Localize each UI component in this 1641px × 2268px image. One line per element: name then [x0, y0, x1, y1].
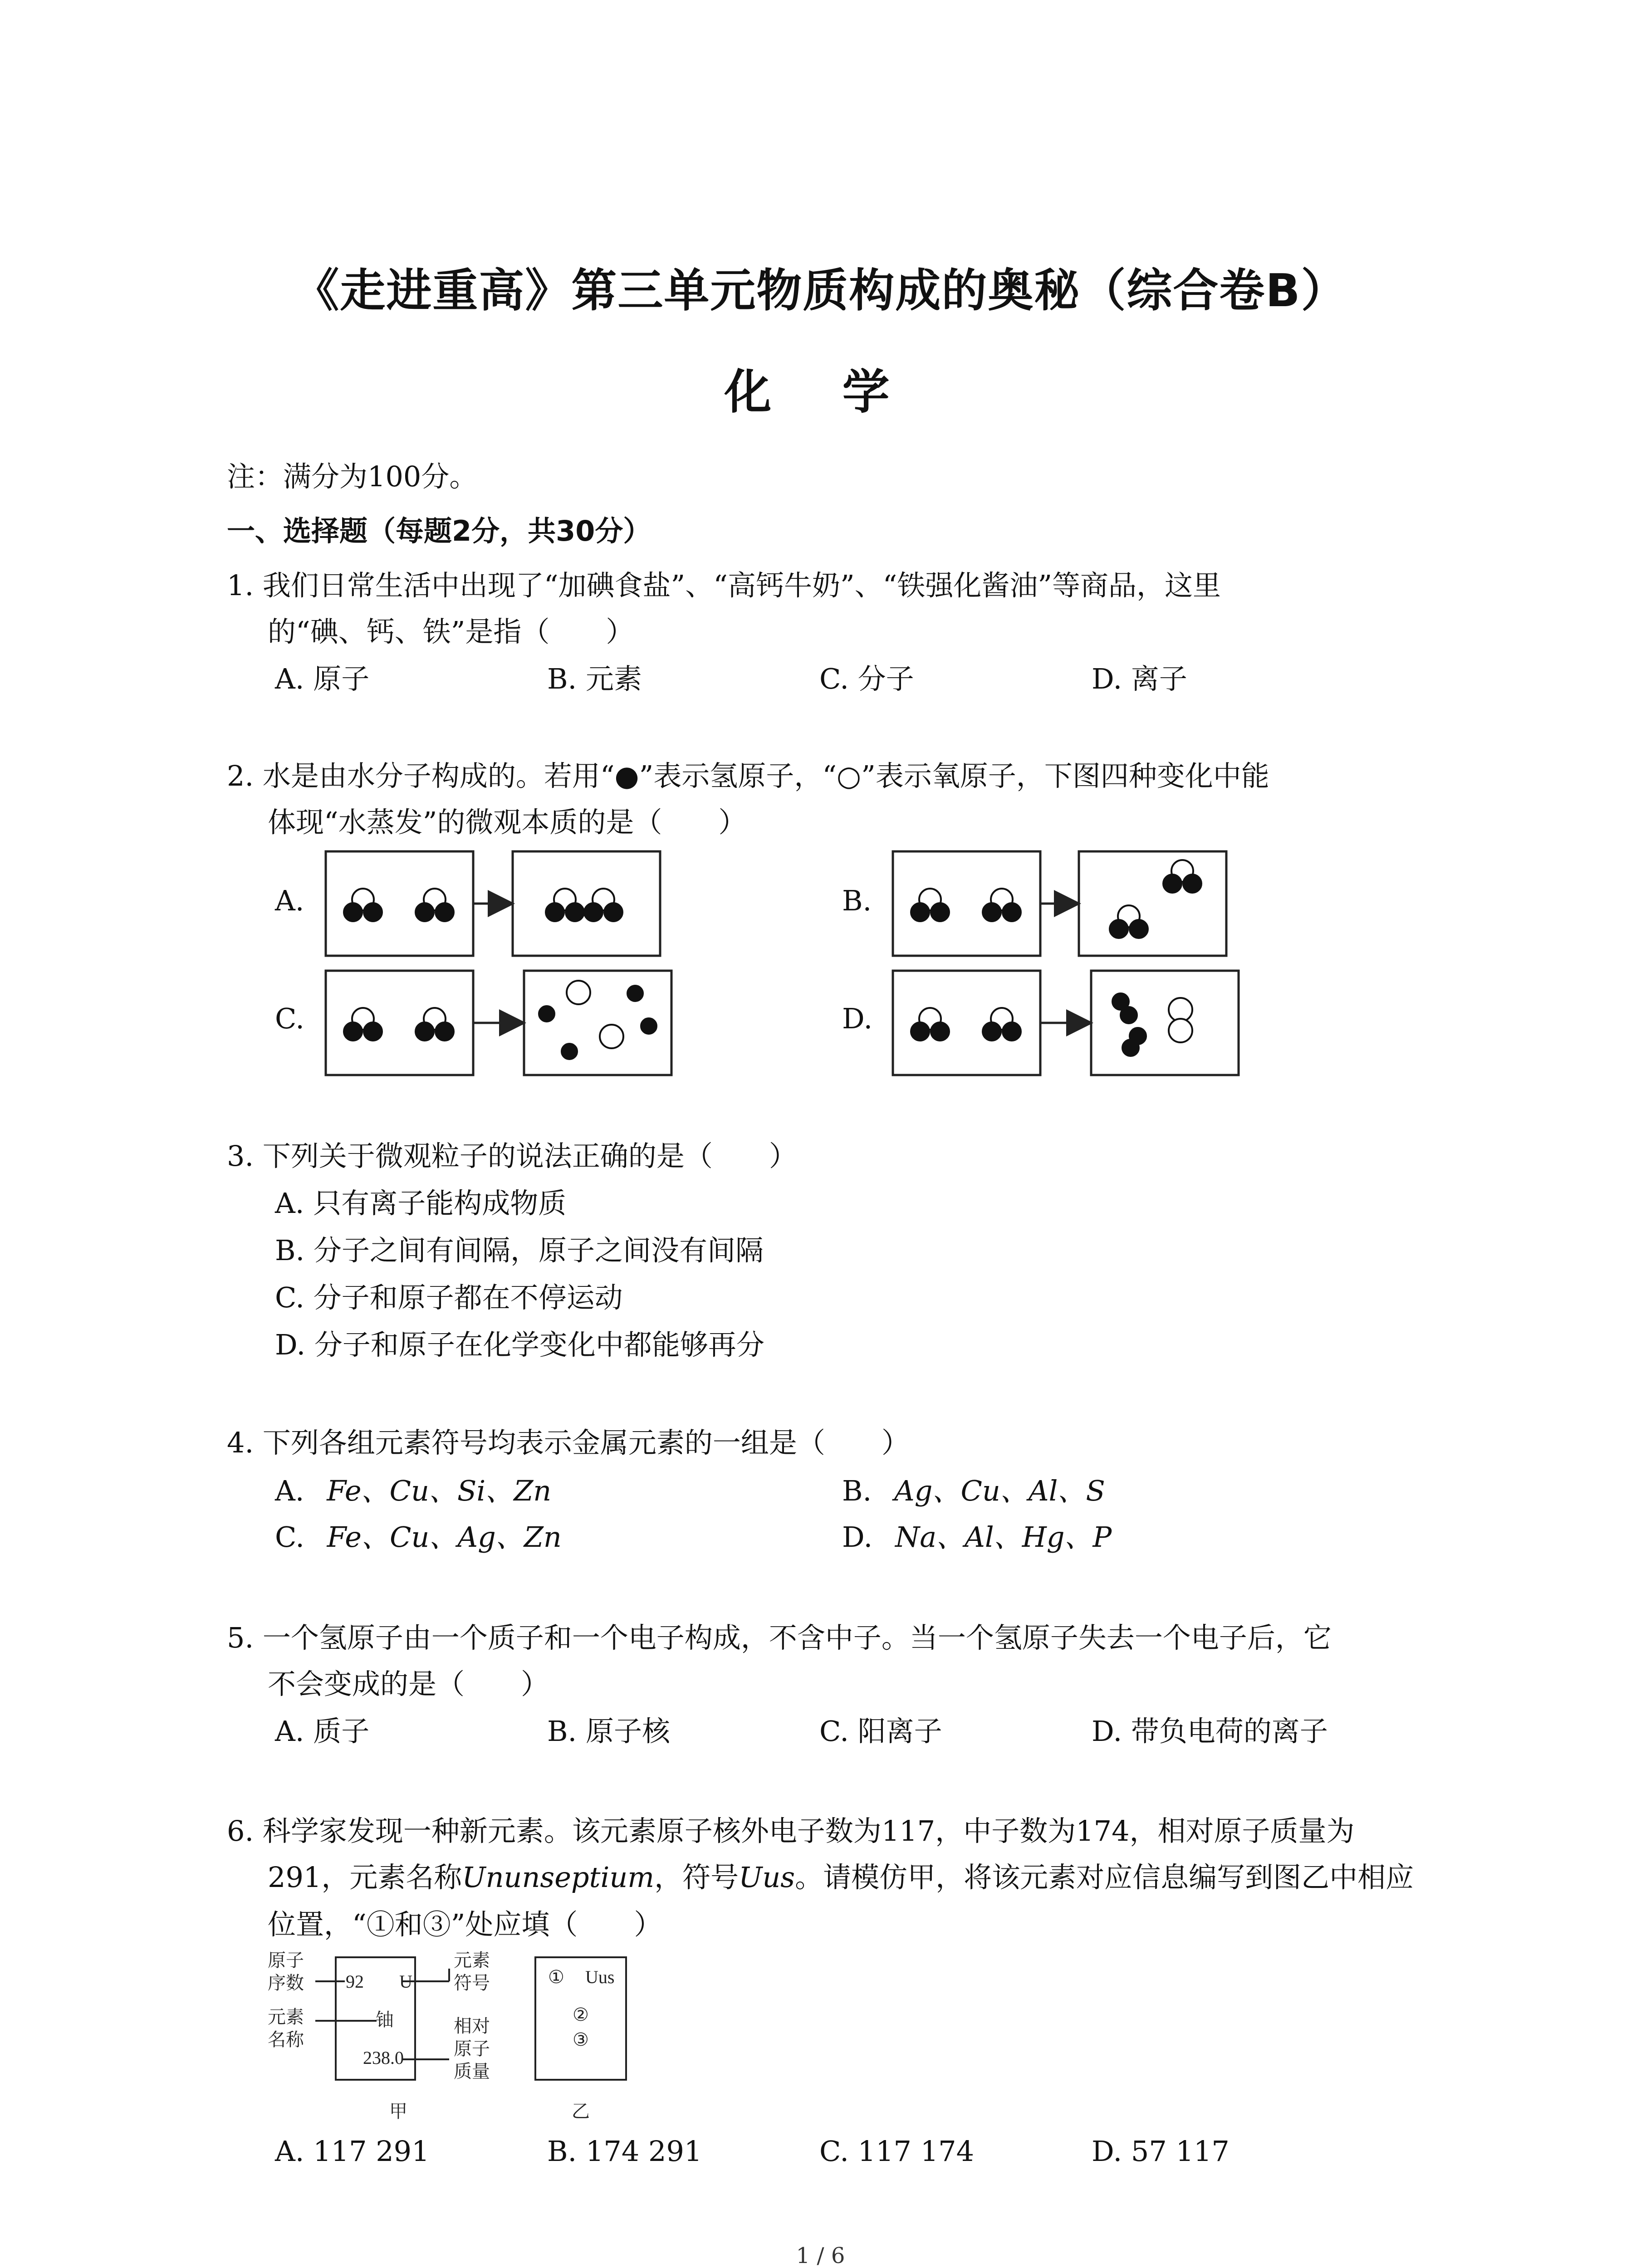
- label-atomic-number-1: 原子: [268, 1950, 304, 1970]
- q4-label-d: D.: [842, 1520, 873, 1554]
- label-mass-1: 相对: [454, 2016, 490, 2036]
- q2-label-a: A.: [275, 884, 304, 917]
- q1-option-b: B. 元素: [547, 662, 642, 695]
- q1-option-c: C. 分子: [819, 662, 914, 695]
- q4-value-c: Fe、Cu、Ag、Zn: [327, 1520, 562, 1554]
- q5-text-line2: 不会变成的是（ ）: [268, 1667, 549, 1701]
- q6-line2-part-c: ，符号: [654, 1861, 739, 1894]
- u-symbol: U: [399, 1971, 412, 1992]
- q6-line2-part-e: 。请模仿甲，将该元素对应信息编写到图乙中相应: [795, 1861, 1414, 1894]
- q4-text-line1: 4. 下列各组元素符号均表示金属元素的一组是（ ）: [227, 1426, 910, 1459]
- q3-option-d: D. 分子和原子在化学变化中都能够再分: [275, 1328, 764, 1361]
- q3-option-a: A. 只有离子能构成物质: [275, 1187, 567, 1220]
- q5-option-a: A. 质子: [275, 1715, 370, 1748]
- q3-option-b: B. 分子之间有间隔，原子之间没有间隔: [275, 1234, 764, 1267]
- u-atomic-number: 92: [346, 1971, 364, 1992]
- q4-value-a: Fe、Cu、Si、Zn: [327, 1474, 552, 1507]
- yi-blank-2: ②: [573, 2004, 589, 2025]
- caption-yi: 乙: [572, 2102, 590, 2121]
- exam-note: 注：满分为100分。: [227, 460, 478, 493]
- subject-title: 化 学: [724, 364, 917, 420]
- u-atomic-mass: 238.0: [363, 2048, 404, 2068]
- q5-text-line1: 5. 一个氢原子由一个质子和一个电子构成，不含中子。当一个氢原子失去一个电子后，它: [227, 1621, 1332, 1654]
- q2-label-d: D.: [842, 1002, 873, 1035]
- q5-option-d: D. 带负电荷的离子: [1092, 1715, 1328, 1748]
- q5-option-b: B. 原子核: [547, 1715, 670, 1748]
- q4-label-c: C.: [275, 1520, 304, 1554]
- q1-text-line2: 的“碘、钙、铁”是指（ ）: [268, 615, 634, 648]
- q6-line2-part-a: 291，元素名称: [268, 1861, 462, 1894]
- q4-label-b: B.: [842, 1474, 872, 1507]
- q6-text-line1: 6. 科学家发现一种新元素。该元素原子核外电子数为117，中子数为174，相对原子质量为: [227, 1814, 1355, 1848]
- q6-option-d: D. 57 117: [1092, 2135, 1230, 2168]
- label-atomic-number-2: 序数: [268, 1973, 304, 1993]
- q4-label-a: A.: [275, 1474, 304, 1507]
- section-heading: 一、选择题（每题2分，共30分）: [227, 514, 652, 547]
- page-number: 1 / 6: [796, 2243, 845, 2268]
- caption-jia: 甲: [389, 2102, 407, 2121]
- u-element-name: 铀: [376, 2010, 394, 2030]
- label-element-name-2: 名称: [268, 2030, 304, 2050]
- q2-text-line2: 体现“水蒸发”的微观本质的是（ ）: [268, 806, 747, 839]
- q6-text-line3: 位置，“①和③”处应填（ ）: [268, 1908, 662, 1941]
- label-mass-2: 原子: [454, 2039, 490, 2059]
- q4-value-d: Na、Al、Hg、P: [895, 1520, 1112, 1554]
- q1-option-a: A. 原子: [275, 662, 370, 695]
- yi-symbol: Uus: [585, 1967, 615, 1987]
- q6-option-c: C. 117 174: [819, 2135, 975, 2168]
- q1-text-line1: 1. 我们日常生活中出现了“加碘食盐”、“高钙牛奶”、“铁强化酱油”等商品，这里: [227, 569, 1221, 602]
- q2-text-line1: 2. 水是由水分子构成的。若用“●”表示氢原子，“○”表示氧原子，下图四种变化中能: [227, 759, 1269, 792]
- page-title: 《走进重高》第三单元物质构成的奥秘（综合卷B）: [294, 264, 1347, 317]
- q6-element-symbol: Uus: [739, 1861, 795, 1894]
- yi-blank-1: ①: [548, 1967, 564, 1987]
- q5-option-c: C. 阳离子: [819, 1715, 942, 1748]
- label-mass-3: 质量: [454, 2062, 490, 2082]
- yi-blank-3: ③: [573, 2029, 589, 2050]
- q6-option-a: A. 117 291: [275, 2135, 430, 2168]
- q3-option-c: C. 分子和原子都在不停运动: [275, 1281, 623, 1314]
- label-symbol-1: 元素: [454, 1950, 490, 1970]
- q2-label-c: C.: [275, 1002, 304, 1035]
- q2-label-b: B.: [842, 884, 872, 917]
- q6-element-name: Ununseptium: [462, 1861, 655, 1894]
- q3-text-line1: 3. 下列关于微观粒子的说法正确的是（ ）: [227, 1139, 797, 1173]
- label-element-name-1: 元素: [268, 2007, 304, 2027]
- q4-value-b: Ag、Cu、Al、S: [894, 1474, 1105, 1507]
- label-symbol-2: 符号: [454, 1973, 490, 1993]
- q1-option-d: D. 离子: [1092, 662, 1187, 695]
- q6-option-b: B. 174 291: [547, 2135, 702, 2168]
